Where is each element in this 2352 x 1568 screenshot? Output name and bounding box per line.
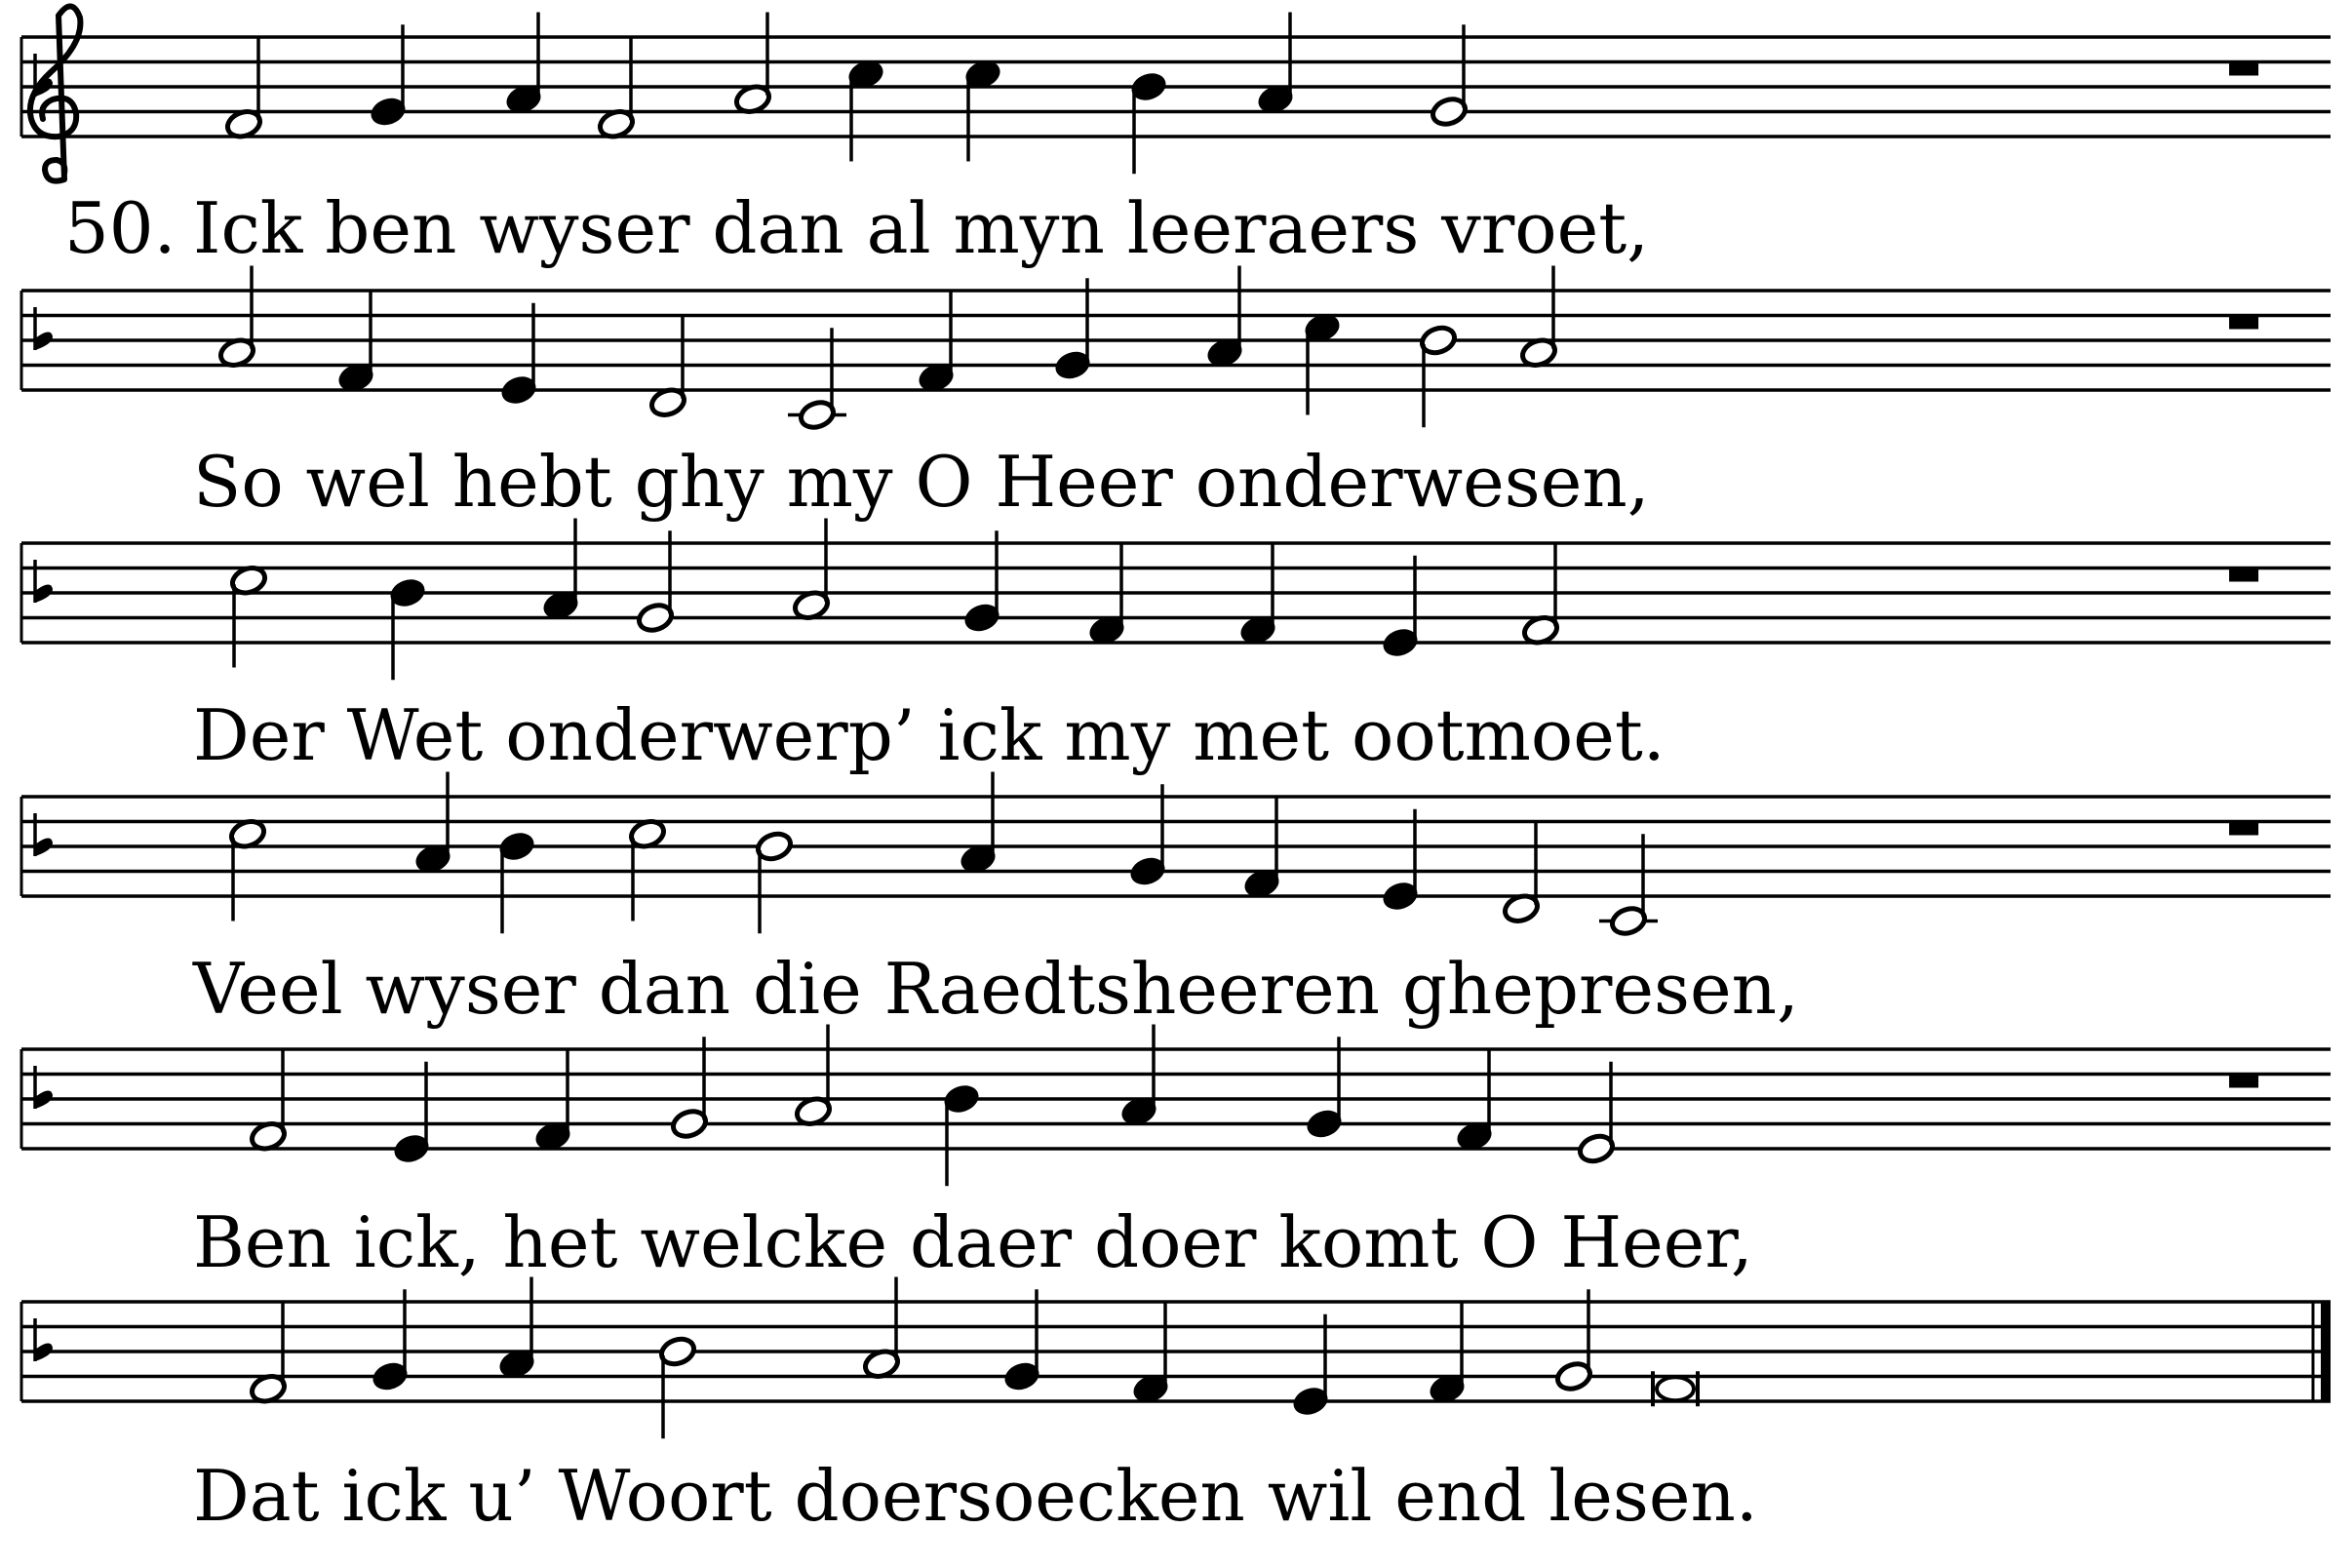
lyric-line-5: Ben ick, het welcke daer doer komt O Heer, (193, 1201, 1753, 1283)
flat-sign-icon (35, 1066, 53, 1109)
lyric-line-2: So wel hebt ghy my O Heer onderwesen, (193, 441, 1650, 523)
lyric-line-3: Der Wet onderwerp’ ick my met ootmoet. (193, 694, 1666, 776)
breve-note (1657, 1377, 1694, 1400)
flat-sign-icon (35, 1318, 53, 1361)
final-barline-thick (2321, 1302, 2331, 1401)
half-rest (2229, 1075, 2258, 1088)
lyric-line-1: Ick ben wyser dan al myn leeraers vroet, (193, 187, 1650, 269)
lyric-line-4: Veel wyser dan die Raedtsheeren ghepresen, (193, 948, 1799, 1030)
flat-sign-icon (35, 560, 53, 603)
half-rest (2229, 568, 2258, 582)
lyric-line-6: Dat ick u’ Woort doersoecken wil end lesen. (193, 1455, 1758, 1537)
flat-sign-icon (35, 307, 53, 350)
verse-number: 50. (64, 187, 176, 269)
half-rest (2229, 316, 2258, 330)
flat-sign-icon (35, 813, 53, 856)
half-rest (2229, 822, 2258, 836)
half-rest (2229, 62, 2258, 76)
